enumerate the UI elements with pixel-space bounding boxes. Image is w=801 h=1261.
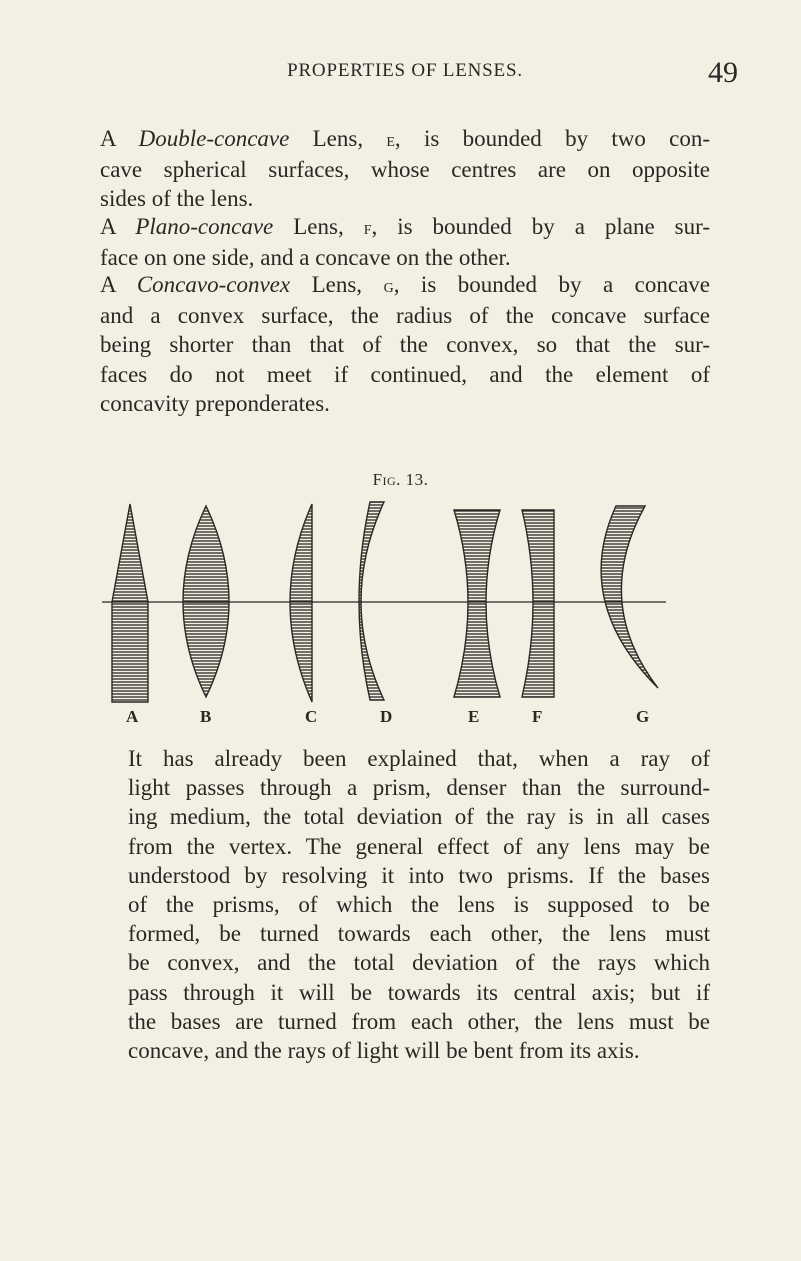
- paragraph-prisms: It has already been explained that, when a ray of light passes through a prism, denser than the surround- ing medium, the total deviation of the ray is in all cases from the vertex. The general effect of any lens may be understood by resolving it into two prisms. If the bases of the prisms, of which the lens is supposed to be formed, be turned towards each other, the lens must be convex, and the total deviation of the rays which pass through it will be towards its central axis; but if the bases are turned from each other, the lens must be concave, and the rays of light will be bent from its axis.: [128, 746, 710, 1064]
- lens-c-shape: [290, 504, 312, 702]
- figure-caption: Fig. 13.: [372, 470, 429, 489]
- lens-f-shape: [522, 510, 554, 697]
- lens-c: [290, 504, 312, 702]
- term-double-concave: Double-concave: [138, 126, 290, 151]
- paragraph-double-concave: A Double-concave Lens, e, is bounded by two con- cave spherical surfaces, whose centres are on opposite sides of the lens.: [100, 126, 710, 212]
- lens-a-shape: [112, 504, 148, 702]
- label-a: A: [126, 707, 139, 726]
- running-head: [100, 56, 738, 94]
- lens-letter-e: e: [386, 129, 395, 151]
- lens-f: [522, 510, 554, 697]
- label-d: D: [380, 707, 393, 726]
- term-plano-concave: Plano-concave: [135, 214, 274, 239]
- running-title: PROPERTIES OF LENSES.: [287, 60, 523, 81]
- label-b: B: [200, 707, 212, 726]
- lens-d: [359, 502, 384, 700]
- lens-e-shape: [454, 510, 500, 697]
- label-g: G: [636, 707, 650, 726]
- lens-a: [112, 504, 148, 702]
- label-f: F: [532, 707, 543, 726]
- lens-g-shape: [601, 506, 658, 688]
- lens-figure: [100, 492, 740, 728]
- lens-letter-g: g: [383, 275, 394, 297]
- lens-letter-f: f: [363, 217, 372, 239]
- lens-d-shape: [359, 502, 384, 700]
- lens-g: [601, 506, 658, 688]
- page-number: 49: [708, 56, 738, 89]
- label-c: C: [305, 707, 318, 726]
- term-concavo-convex: Concavo-convex: [136, 272, 291, 297]
- paragraph-plano-concave: A Plano-concave Lens, f, is bounded by a plane sur- face on one side, and a concave on the other.: [100, 214, 710, 271]
- lens-e: [454, 510, 500, 697]
- label-e: E: [468, 707, 480, 726]
- paragraph-concavo-convex: A Concavo-convex Lens, g, is bounded by a concave and a convex surface, the radius of the concave surface being shorter than that of the convex, so that the sur- faces do not meet if continued, and the element of concavity preponderates.: [100, 272, 710, 416]
